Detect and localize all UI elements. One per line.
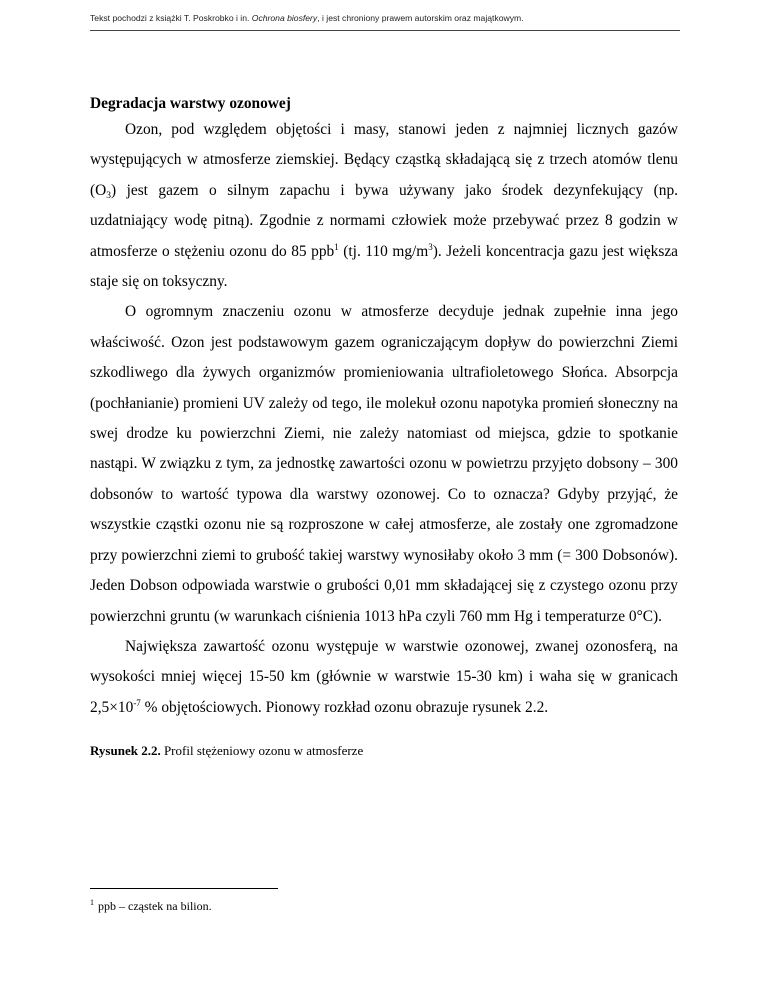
unit-superscript: 3 [428, 241, 433, 252]
footnote-divider [90, 888, 278, 889]
paragraph-1 [90, 115, 678, 297]
figure-label: Rysunek 2.2. [90, 743, 161, 759]
footnote-reference: 1 [334, 241, 339, 252]
footnote [90, 896, 212, 913]
figure-caption-text: Profil stężeniowy ozonu w atmosferze [160, 743, 364, 759]
header-text-after: , i jest chroniony prawem autorskim oraz majątkowym. [317, 13, 524, 23]
header-divider [90, 30, 680, 31]
header-text-before: Tekst pochodzi z książki T. Poskrobko i in. [90, 13, 252, 23]
paragraph-1-text-b: ) jest gazem o silnym zapachu i bywa używany jako środek dezynfekujący (np. uzdatniający wodę pitną). Zgodnie z normami człowiek może przebywać przez 8 godzin w atmosferze o stężeniu ozonu do 85 ppb [90, 181, 678, 260]
ozone-subscript: 3 [106, 190, 111, 201]
paragraph-1-text-a: Ozon, pod względem objętości i masy, stanowi jeden z najmniej licznych gazów występujących w atmosferze ziemskiej. Będący cząstką składającą się z trzech atomów tlenu (O [90, 121, 678, 199]
page-header [90, 12, 680, 24]
main-content [90, 94, 678, 760]
footnote-marker: 1 [90, 898, 94, 907]
footnote-text: ppb – cząstek na bilion. [98, 899, 212, 913]
exponent-superscript: -7 [133, 697, 141, 708]
header-book-title: Ochrona biosfery [251, 13, 318, 23]
paragraph-3-text-a: Największa zawartość ozonu występuje w warstwie ozonowej, zwanej ozonosferą, na wysokości mniej więcej 15-50 km (głównie w warstwie 15-30 km) i waha się w granicach 2,5×10 [90, 637, 678, 716]
figure-caption [90, 742, 678, 760]
paragraph-1-text-c: (tj. 110 mg/m [338, 242, 429, 260]
paragraph-3-text-b: % objętościowych. Pionowy rozkład ozonu obrazuje rysunek 2.2. [140, 698, 549, 716]
section-title: Degradacja warstwy ozonowej [90, 95, 291, 112]
paragraph-1-text-d: ). Jeżeli koncentracja gazu jest większa staje się on toksyczny. [90, 242, 679, 291]
paragraph-3 [90, 632, 678, 723]
paragraph-2: O ogromnym znaczeniu ozonu w atmosferze decyduje jednak zupełnie inna jego właściwość. Ozon jest podstawowym gazem ograniczającym dopływ do powierzchni Ziemi szkodliwego dla żywych organizmów promieniowania ultrafioletowego Słońca. Absorpcja (pochłanianie) promieni UV zależy od tego, ile molekuł ozonu napotyka promień słoneczny na swej drodze ku powierzchni Ziemi, nie zależy natomiast od miejsca, gdzie to spotkanie nastąpi. W związku z tym, za jednostkę zawartości ozonu w powietrzu przyjęto dobsony – 300 dobsonów to wartość typowa dla warstwy ozonowej. Co to oznacza? Gdyby przyjąć, że wszystkie cząstki ozonu nie są rozproszone w całej atmosferze, ale zostały one zgromadzone przy powierzchni ziemi to grubość takiej warstwy wynosiłaby około 3 mm (= 300 Dobsonów). Jeden Dobson odpowiada warstwie o grubości 0,01 mm składającej się z czystego ozonu przy powierzchni gruntu (w warunkach ciśnienia 1013 hPa czyli 760 mm Hg i temperaturze 0°C). [90, 303, 678, 625]
